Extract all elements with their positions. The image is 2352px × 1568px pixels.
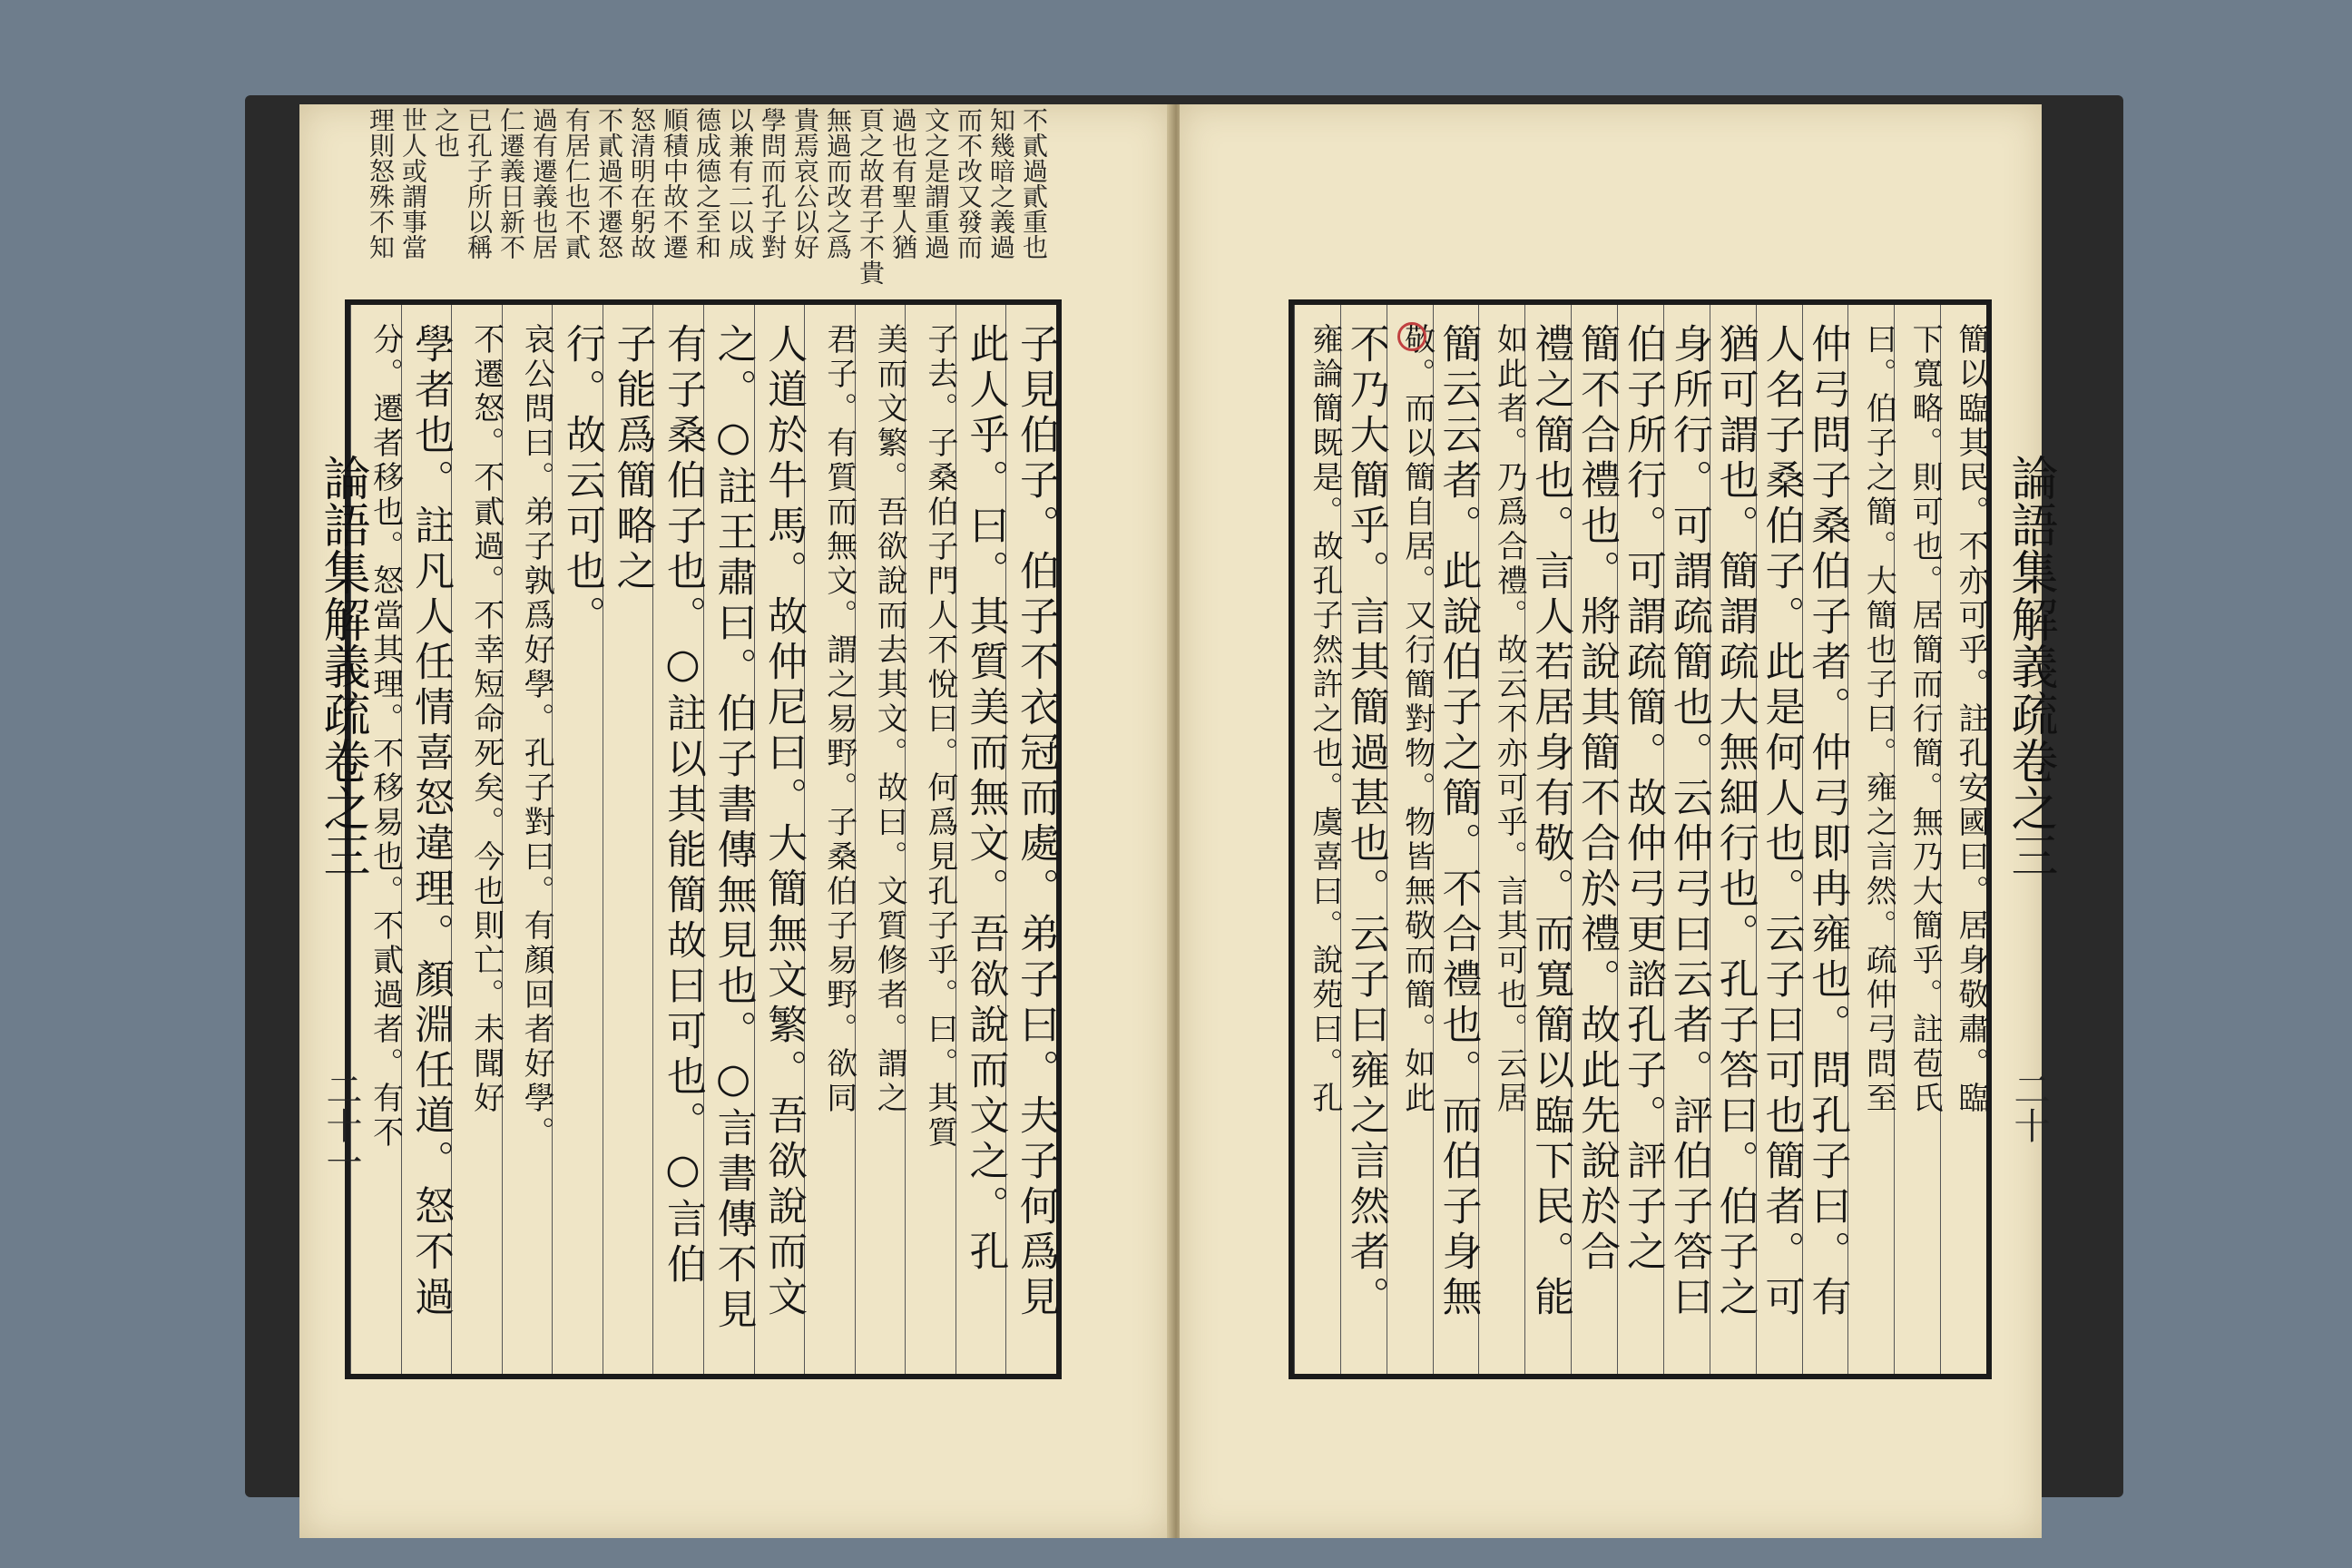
right-page-column: 簡以臨其民。不亦可乎。註孔安國曰。居身敬肅。臨 xyxy=(1940,305,1986,1374)
right-gutter-title: 論語集解義疏卷之三 xyxy=(2003,454,2057,878)
header-note-line: 頁之故君子不貴 xyxy=(856,107,886,285)
right-page-column: 敬。而以簡自居。又行簡對物。物皆無敬而簡。如此 xyxy=(1387,305,1433,1374)
left-page-column: 美而文繁。吾欲說而去其文。故曰。文質修者。謂之 xyxy=(855,305,906,1374)
right-folio: 二十 xyxy=(2008,1071,2050,1143)
header-note-line: 順積中故不遷 xyxy=(660,107,690,260)
header-note-line: 知幾暗之義過 xyxy=(986,107,1016,260)
left-page-column: 之。○註王肅曰。伯子書傳無見也。○言書傳不見 xyxy=(703,305,754,1374)
header-note-line: 學問而孔子對 xyxy=(758,107,788,260)
left-page-column: 有子桑伯子也。○註以其能簡故曰可也。○言伯 xyxy=(652,305,703,1374)
right-page-column: 雍論簡既是。故孔子然許之也。虞喜曰。說苑曰。孔 xyxy=(1294,305,1340,1374)
header-note-line: 無過而改之爲 xyxy=(823,107,853,260)
left-page-column: 此人乎。曰。其質美而無文。吾欲說而文之。孔 xyxy=(956,305,1006,1374)
left-folio: 二十一 xyxy=(320,1071,362,1180)
right-page-column: 如此者。乃爲合禮。故云不亦可乎。言其可也。云居 xyxy=(1478,305,1524,1374)
right-page-column: 仲弓問子桑伯子者。仲弓即冉雍也。問孔子曰。有 xyxy=(1802,305,1848,1374)
header-note-line: 過有遷義也居 xyxy=(529,107,559,260)
right-page-column: 曰。伯子之簡。大簡也子曰。雍之言然。疏仲弓問至 xyxy=(1847,305,1894,1374)
left-page-column: 子去。子桑伯子門人不悅曰。何爲見孔子乎。曰。其質 xyxy=(905,305,956,1374)
header-note-line: 以兼有二以成 xyxy=(725,107,755,260)
right-page-column: 禮之簡也。言人若居身有敬。而寬簡以臨下民。能 xyxy=(1524,305,1571,1374)
header-note-line: 有居仁也不貳 xyxy=(562,107,592,260)
header-note-line: 理則怒殊不知 xyxy=(366,107,396,260)
header-note-line: 世人或謂事當 xyxy=(398,107,428,260)
left-page-column: 子見伯子。伯子不衣冠而處。弟子曰。夫子何爲見 xyxy=(1005,305,1056,1374)
left-page-column: 行。故云可也。 xyxy=(552,305,603,1374)
right-page-column: 簡不合禮也。將說其簡不合於禮。故此先說於合 xyxy=(1571,305,1617,1374)
right-page-column: 伯子所行。可謂疏簡。故仲弓更諮孔子。評子之 xyxy=(1617,305,1663,1374)
left-page-column: 學者也。註凡人任情喜怒違理。顏淵任道。怒不過 xyxy=(401,305,452,1374)
header-note-line: 已孔子所以稱 xyxy=(464,107,494,260)
header-note-line: 仁遷義日新不 xyxy=(496,107,526,260)
right-page-column: 下寬略。則可也。居簡而行簡。無乃大簡乎。註苞氏 xyxy=(1894,305,1940,1374)
right-page-column: 身所行。可謂疏簡也。云仲弓曰云者。評伯子答曰 xyxy=(1663,305,1710,1374)
header-note-line: 不貳過貳重也 xyxy=(1019,107,1049,260)
right-page-column: 簡云云者。此說伯子之簡。不合禮也。而伯子身無 xyxy=(1433,305,1479,1374)
left-page-column: 君子。有質而無文。謂之易野。子桑伯子易野。欲同 xyxy=(804,305,855,1374)
left-page-column: 不遷怒。不貳過。不幸短命死矣。今也則亡。未聞好 xyxy=(451,305,502,1374)
left-page-column: 人道於牛馬。故仲尼曰。大簡無文繁。吾欲說而文 xyxy=(754,305,805,1374)
right-page-column: 人名子桑伯子。此是何人也。云子曰可也簡者。可 xyxy=(1756,305,1802,1374)
red-seal-mark xyxy=(1397,322,1426,351)
left-gutter-title: 論語集解義疏卷之三 xyxy=(315,454,369,878)
right-page-column: 不乃大簡乎。言其簡過甚也。云子曰雍之言然者。 xyxy=(1340,305,1387,1374)
header-note-line: 怒清明在躬故 xyxy=(627,107,657,260)
left-text-frame xyxy=(345,299,1062,1379)
header-note-line: 之也 xyxy=(431,107,461,158)
left-page-column: 分。遷者移也。怒當其理。不移易也。不貳過者。有不 xyxy=(350,305,401,1374)
right-page-column: 猶可謂也。簡謂疏大無細行也。孔子答曰。伯子之 xyxy=(1710,305,1756,1374)
left-page-column: 哀公問曰。弟子孰爲好學。孔子對曰。有顏回者好學。 xyxy=(502,305,553,1374)
header-note-line: 貴焉哀公以好 xyxy=(790,107,820,260)
header-note-line: 過也有聖人猶 xyxy=(888,107,918,260)
left-page-column: 子能爲簡略之 xyxy=(603,305,653,1374)
header-note-line: 不貳過不遷怒 xyxy=(594,107,624,260)
header-note-line: 而不改又發而 xyxy=(954,107,984,260)
header-note-line: 德成德之至和 xyxy=(692,107,722,260)
header-note-line: 文之是謂重過 xyxy=(921,107,951,260)
right-text-frame xyxy=(1289,299,1992,1379)
